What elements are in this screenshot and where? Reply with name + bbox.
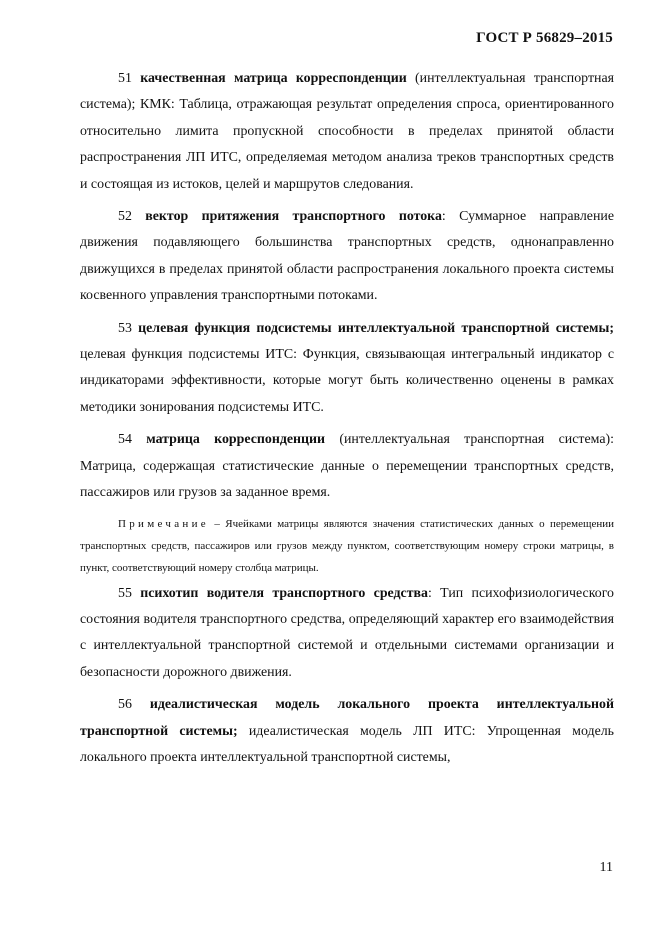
- term-definition: : Суммарное направление движения подавляющего большинства транспортных средств, однонаправленно движущихся в пределах принятой области распространения локального проекта системы косвенного управления транспортными потоками.: [80, 209, 614, 304]
- term-entry-55: [80, 581, 614, 687]
- term-title: целевая функция подсистемы интеллектуальной транспортной системы;: [138, 320, 614, 336]
- term-entry-53: [80, 316, 614, 422]
- term-number: 53: [118, 320, 132, 336]
- term-title: идеалистическая модель локального проекта интеллектуальной транспортной системы;: [80, 697, 614, 739]
- term-title: качественная матрица корреспонденции: [140, 71, 407, 86]
- page-number: 11: [599, 860, 613, 875]
- term-number: 56: [118, 697, 132, 713]
- standard-header: ГОСТ Р 56829–2015: [476, 30, 613, 46]
- note-paragraph: [80, 513, 614, 579]
- term-definition: целевая функция подсистемы ИТС: Функция, связывающая интегральный индикатор с индикаторами эффективности, которые могут быть количественно оценены в рамках методики зонирования подсистемы ИТС.: [80, 347, 614, 415]
- term-definition: (интеллектуальная транспортная система): Матрица, содержащая статистические данные о перемещении транспортных средств, пассажиров или грузов за заданное время.: [80, 432, 614, 501]
- term-definition: : Тип психофизиологического состояния водителя транспортного средства, определяющий характер его взаимодействия с интеллектуальной транспортной системой и отдельными системами организации и безопасности дорожного движения.: [80, 585, 614, 680]
- term-number: 55: [118, 585, 132, 601]
- term-entry-51: [80, 66, 614, 198]
- term-title: матрица корреспонденции: [146, 432, 326, 448]
- note-label: Примечание: [118, 517, 209, 530]
- term-entry-54: [80, 427, 614, 506]
- note-text: – Ячейками матрицы являются значения статистических данных о перемещении транспортных средств, пассажиров или грузов между пунктом, соответствующим номеру строки матрицы, в пункт, соответствующий номеру столбца матрицы.: [80, 517, 614, 574]
- term-title: психотип водителя транспортного средства: [140, 585, 428, 601]
- term-definition: идеалистическая модель ЛП ИТС: Упрощенная модель локального проекта интеллектуальной транспортной системы,: [80, 723, 615, 765]
- term-entry-52: [80, 204, 614, 310]
- document-body: [80, 66, 614, 777]
- term-entry-56: [80, 692, 614, 771]
- term-title: вектор притяжения транспортного потока: [145, 209, 442, 225]
- term-number: 54: [118, 432, 132, 448]
- term-definition: (интеллектуальная транспортная система); КМК: Таблица, отражающая результат определения спроса, ориентированного относительно лимита пропускной способности в пределах принятой области распространения ЛП ИТС, определяемая методом анализа треков транспортных средств и состоящая из истоков, целей и маршрутов следования.: [80, 71, 614, 192]
- term-number: 51: [118, 71, 132, 86]
- term-number: 52: [118, 209, 132, 225]
